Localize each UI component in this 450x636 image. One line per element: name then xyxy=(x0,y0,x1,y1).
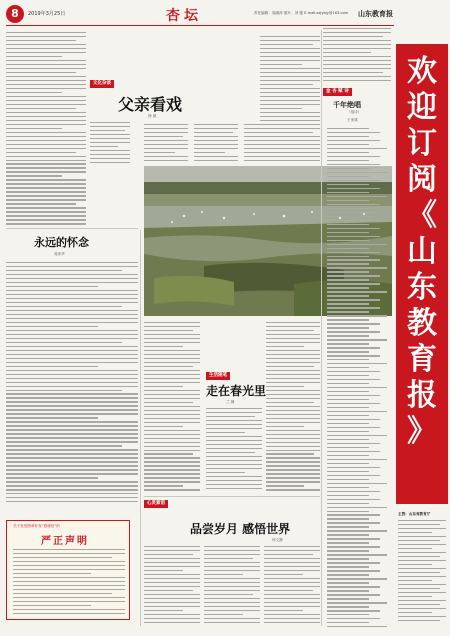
middle-article-column-tag: 生活随笔 xyxy=(206,372,230,380)
banner-char: 阅 xyxy=(407,162,437,197)
bottom-article-title: 品尝岁月 感悟世界 xyxy=(190,522,291,536)
notice-text xyxy=(13,549,125,617)
banner-char: 》 xyxy=(407,414,437,449)
column-divider-right xyxy=(321,30,322,626)
left-essay-text xyxy=(6,262,138,505)
editor-info: 责任编辑：周淑萍 照片：刘 强 E-mail:szjybjy@163.com xyxy=(254,11,349,15)
banner-char: 山 xyxy=(407,234,437,269)
masthead-logo: 山东教育报 xyxy=(358,9,393,18)
notice-title: 严正声明 xyxy=(41,536,89,547)
main-article-text-col3 xyxy=(194,124,238,164)
side-column xyxy=(323,28,391,628)
subscription-banner xyxy=(396,44,448,504)
bottom-article-text-col2 xyxy=(204,546,260,626)
middle-right-text xyxy=(266,322,320,493)
left-column-divider xyxy=(6,228,138,229)
banner-char: 报 xyxy=(407,378,437,413)
banner-char: 《 xyxy=(407,198,437,233)
banner-char: 东 xyxy=(407,270,437,305)
issue-date: 2019年3月25日 xyxy=(28,11,66,17)
main-article-title: 父亲看戏 xyxy=(118,95,183,114)
side-column-text-top xyxy=(323,28,391,84)
page-number-badge: 8 xyxy=(6,5,24,23)
middle-article-title: 走在春光里 xyxy=(206,384,267,398)
bottom-article-author: 何文静 xyxy=(272,538,283,542)
poem-author: 王家斌 xyxy=(347,118,358,122)
left-column-text-top xyxy=(6,32,86,227)
left-essay-title: 永远的怀念 xyxy=(34,236,89,249)
notice-top-line: 关于发放图章补发“感谢信”的 xyxy=(13,524,60,528)
bottom-article-text-col3 xyxy=(264,546,320,626)
contact-text xyxy=(398,520,446,624)
column-divider-left xyxy=(140,230,141,626)
poem-text xyxy=(327,128,387,630)
main-article-text-col5 xyxy=(260,36,320,164)
banner-char: 育 xyxy=(407,342,437,377)
left-essay-author: 周家华 xyxy=(54,252,65,256)
poem-subtitle: （组诗） xyxy=(347,110,362,114)
banner-char: 欢 xyxy=(407,54,437,89)
bottom-article-column-tag: 心灵絮语 xyxy=(144,500,168,508)
poem-title: 千年绝唱 xyxy=(333,100,361,109)
bottom-article-divider xyxy=(144,496,320,497)
banner-char: 教 xyxy=(407,306,437,341)
bottom-article-text-col1 xyxy=(144,546,200,626)
middle-article-author: 兰 静 xyxy=(226,400,235,404)
banner-char: 订 xyxy=(407,126,437,161)
middle-article-text xyxy=(206,408,262,492)
main-article-author: 徐 斌 xyxy=(148,114,157,118)
main-article-text-col1 xyxy=(90,122,130,166)
contact-info xyxy=(398,512,446,630)
main-article-text-col2 xyxy=(144,124,188,164)
section-title: 杏坛 xyxy=(166,8,202,24)
banner-char: 迎 xyxy=(407,90,437,125)
page-header xyxy=(6,4,394,26)
notice-box xyxy=(6,520,130,620)
side-column-tag: 金 杏 赋 诗 xyxy=(323,88,352,96)
main-article-column-tag: 文化杂谈 xyxy=(90,80,114,88)
middle-left-text xyxy=(144,322,200,493)
banner-text xyxy=(396,54,448,450)
contact-title: 主管：山东省教育厅 xyxy=(398,512,431,516)
